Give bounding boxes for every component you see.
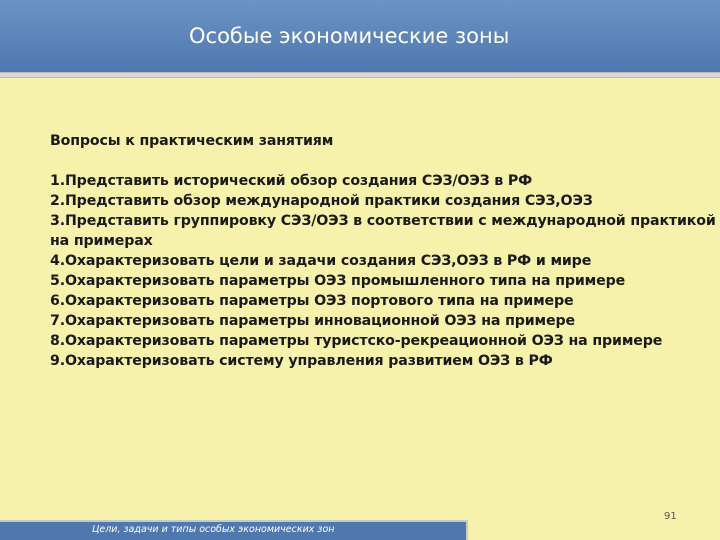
list-item: 6.Охарактеризовать параметры ОЭЗ портового типа на примере — [50, 293, 574, 309]
list-item: 9.Охарактеризовать систему управления развитием ОЭЗ в РФ — [50, 353, 553, 369]
slide-title: Особые экономические зоны — [189, 24, 510, 48]
list-item: 8.Охарактеризовать параметры туристско-рекреационной ОЭЗ на примере — [50, 333, 663, 349]
slide-content — [50, 131, 718, 371]
list-item: 1.Представить исторический обзор создания СЭЗ/ОЭЗ в РФ — [50, 173, 533, 189]
footer-text: Цели, задачи и типы особых экономических зон — [92, 524, 335, 535]
list-item: 7.Охарактеризовать параметры инновационной ОЭЗ на примере — [50, 313, 575, 329]
footer-bar — [0, 520, 468, 540]
questions-list — [50, 171, 718, 371]
title-bar — [0, 0, 720, 72]
title-divider — [0, 72, 720, 78]
list-item: 3.Представить группировку СЭЗ/ОЭЗ в соответствии с международной практикой на примерах — [50, 213, 716, 249]
list-item: 2.Представить обзор международной практики создания СЭЗ,ОЭЗ — [50, 193, 593, 209]
page-number: 91 — [664, 511, 677, 522]
list-item: 4.Охарактеризовать цели и задачи создания СЭЗ,ОЭЗ в РФ и мире — [50, 253, 592, 269]
list-item: 5.Охарактеризовать параметры ОЭЗ промышленного типа на примере — [50, 273, 626, 289]
questions-heading: Вопросы к практическим занятиям — [50, 133, 334, 149]
